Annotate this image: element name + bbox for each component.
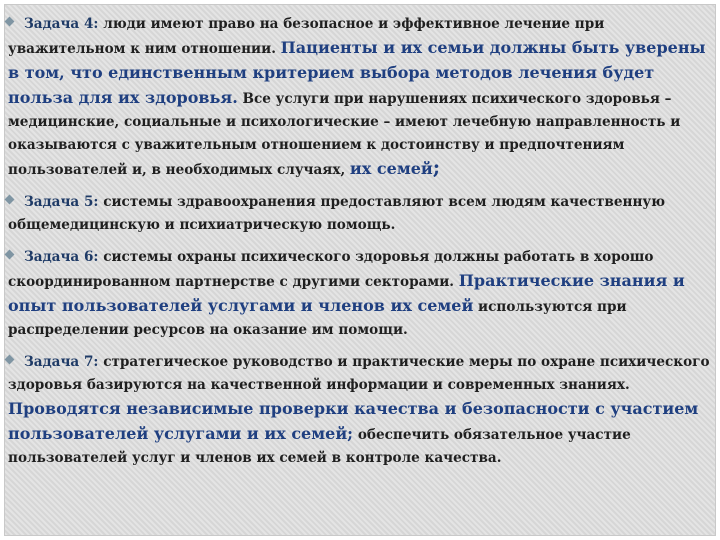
task-6-text-1: системы охраны психического здоровья должны работать в хорошо скоординированном партнерстве с другими секторами.: [8, 249, 654, 290]
text-body: [5, 5, 715, 479]
task-6-text-2: используются при распределении ресурсов на оказание им помощи.: [8, 299, 627, 338]
task-4-highlight: Пациенты и их семьи должны быть уверены в том, что единственным критерием выбора методов лечения будет польза для их здоровья.: [8, 38, 706, 107]
task-7-item: [8, 351, 715, 470]
task-4-text-1: люди имеют право на безопасное и эффективное лечение при уважительном к ним отношении.: [8, 16, 605, 57]
task-7-text-1: стратегическое руководство и практические меры по охране психического здоровья базируются на качественной информации и современных знаниях.: [8, 354, 710, 393]
task-6-item: [8, 246, 715, 342]
task-7-text-2: обеспечить обязательное участие пользователей услуг и членов их семей в контроле качества.: [8, 427, 631, 466]
task-7-label: Задача 7:: [24, 354, 99, 370]
task-4-label: Задача 4:: [24, 16, 99, 32]
task-5-text: системы здравоохранения предоставляют всем людям качественную общемедицинскую и психиатрическую помощь.: [8, 194, 666, 233]
task-6-paragraph: [8, 246, 715, 342]
task-6-label: Задача 6:: [24, 249, 99, 265]
task-5-label: Задача 5:: [24, 194, 99, 210]
task-5-item: [8, 191, 715, 237]
task-4-item: [8, 13, 715, 182]
slide: [4, 4, 716, 536]
task-4-semicolon: ;: [432, 155, 441, 179]
task-7-paragraph: [8, 351, 715, 470]
task-6-highlight: Практические знания и опыт пользователей услугами и членов их семей: [8, 271, 685, 315]
task-4-text-2: Все услуги при нарушениях психического здоровья – медицинские, социальные и психологические – имеют лечебную направленность и оказываются с уважительным отношением к достоинству и предпочтениям пользователей и, в необходимых случаях,: [8, 91, 681, 178]
task-7-highlight: Проводятся независимые проверки качества и безопасности с участием пользователей услугами и их семей;: [8, 399, 699, 443]
task-4-paragraph: [8, 13, 715, 182]
task-4-families: их семей: [349, 159, 433, 178]
task-5-paragraph: [8, 191, 715, 237]
